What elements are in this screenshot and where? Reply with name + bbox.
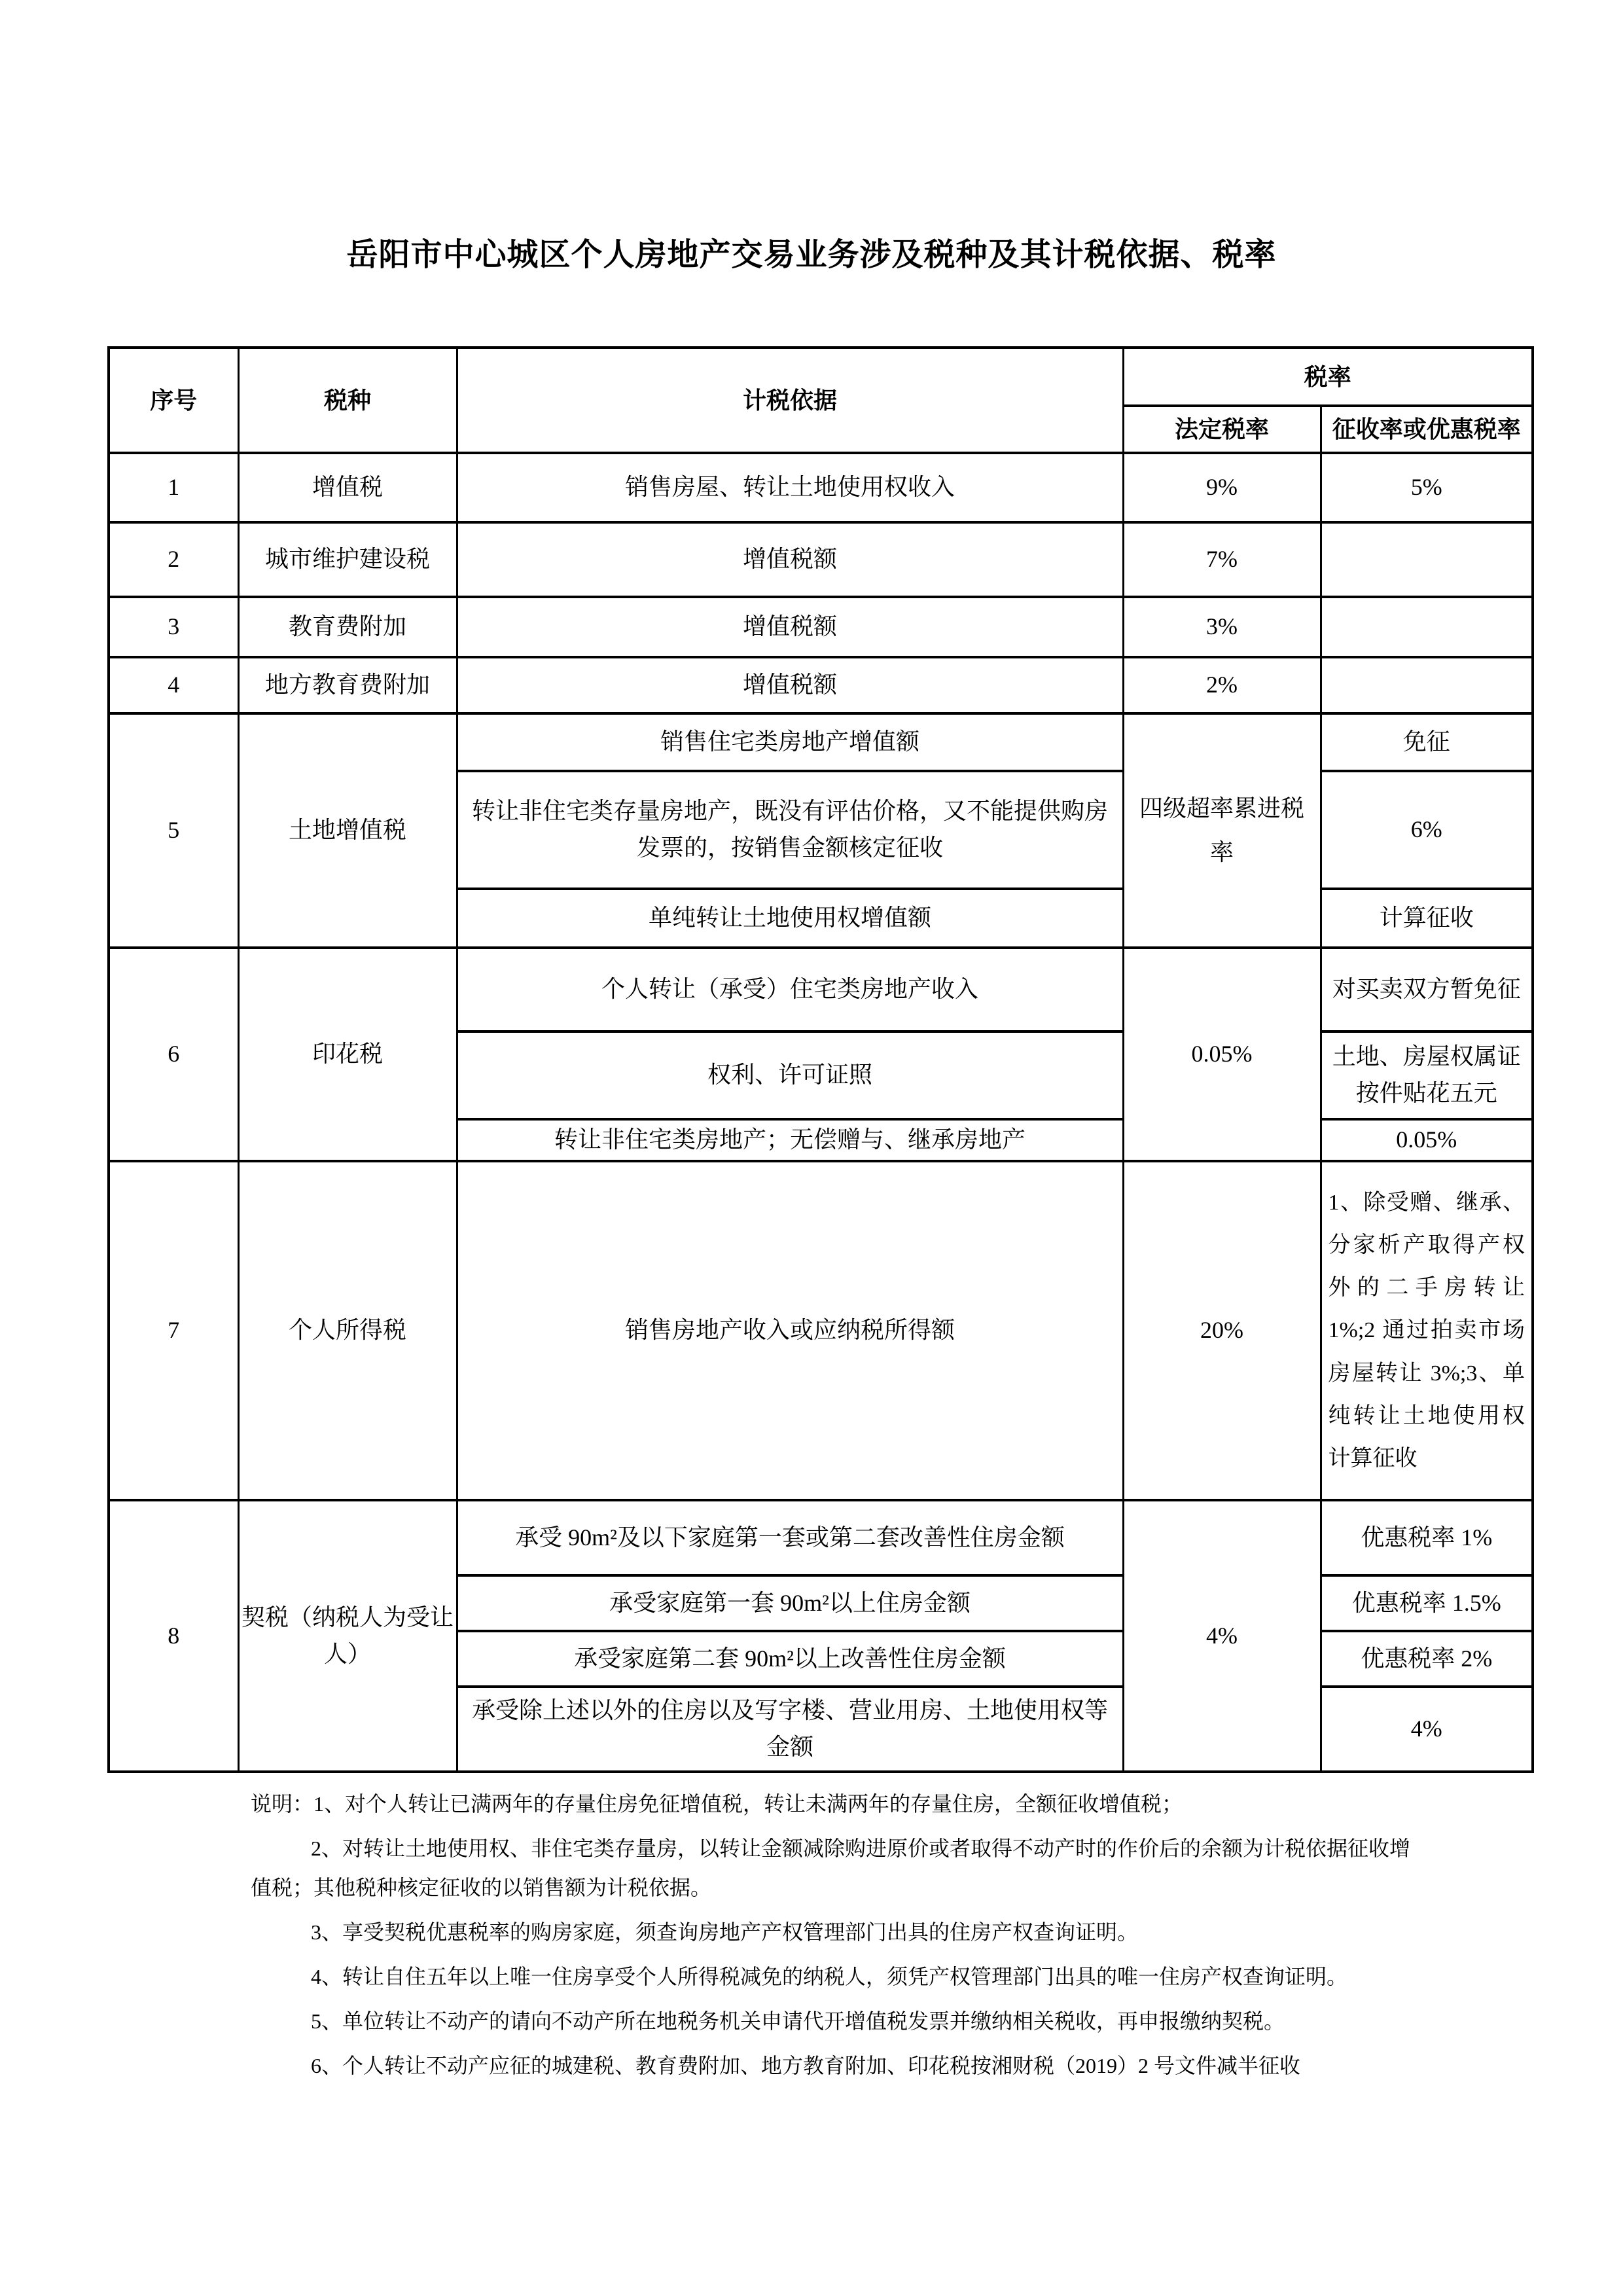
cell-r3-tax: 教育费附加 xyxy=(238,597,457,657)
table-row xyxy=(109,597,1533,657)
cell-r5-seq: 5 xyxy=(109,713,238,948)
table-row xyxy=(109,1161,1533,1500)
levy-text: 1、除受赠、继承、分家析产取得产权外的二手房转让1%;2 通过拍卖市场房屋转让 3%;3、单纯转让土地使用权计算征收 xyxy=(1328,1190,1525,1471)
cell-r2-tax: 城市维护建设税 xyxy=(238,522,457,597)
cell-r8-tax: 契税（纳税人为受让人） xyxy=(238,1500,457,1772)
header-seq: 序号 xyxy=(109,348,238,453)
cell-r5b-levy: 6% xyxy=(1321,771,1533,889)
cell-r8c-basis: 承受家庭第二套 90m²以上改善性住房金额 xyxy=(457,1631,1123,1687)
cell-r2-levy xyxy=(1321,522,1533,597)
cell-r3-levy xyxy=(1321,597,1533,657)
cell-r6c-basis: 转让非住宅类房地产；无偿赠与、继承房地产 xyxy=(457,1119,1123,1161)
table-row xyxy=(109,453,1533,522)
cell-r2-statutory: 7% xyxy=(1123,522,1321,597)
cell-r5a-basis: 销售住宅类房地产增值额 xyxy=(457,713,1123,771)
cell-r8-seq: 8 xyxy=(109,1500,238,1772)
header-tax: 税种 xyxy=(238,348,457,453)
header-rate-group: 税率 xyxy=(1123,348,1533,406)
table-row xyxy=(109,1500,1533,1575)
cell-r6b-basis: 权利、许可证照 xyxy=(457,1031,1123,1119)
cell-r6c-levy: 0.05% xyxy=(1321,1119,1533,1161)
table-row xyxy=(109,713,1533,771)
cell-r8a-levy: 优惠税率 1% xyxy=(1321,1500,1533,1575)
cell-r6-statutory: 0.05% xyxy=(1123,948,1321,1161)
cell-r8c-levy: 优惠税率 2% xyxy=(1321,1631,1533,1687)
cell-r5c-levy: 计算征收 xyxy=(1321,889,1533,948)
cell-r8d-basis: 承受除上述以外的住房以及写字楼、营业用房、土地使用权等金额 xyxy=(457,1687,1123,1772)
header-levy-rate: 征收率或优惠税率 xyxy=(1321,406,1533,453)
cell-r3-seq: 3 xyxy=(109,597,238,657)
cell-r4-statutory: 2% xyxy=(1123,657,1321,713)
cell-r8-statutory: 4% xyxy=(1123,1500,1321,1772)
note-line-5: 5、单位转让不动产的请向不动产所在地税务机关申请代开增值税发票并缴纳相关税收，再申报缴纳契税。 xyxy=(311,2009,1285,2033)
tax-table xyxy=(107,346,1534,1773)
cell-r8d-levy: 4% xyxy=(1321,1687,1533,1772)
cell-r6b-levy: 土地、房屋权属证按件贴花五元 xyxy=(1321,1031,1533,1119)
cell-r6a-levy: 对买卖双方暂免征 xyxy=(1321,948,1533,1031)
table-row xyxy=(109,657,1533,713)
cell-r5-statutory xyxy=(1123,713,1321,948)
note-line-2: 2、对转让土地使用权、非住宅类存量房，以转让金额减除购进原价或者取得不动产时的作价后的余额为计税依据征收增值税；其他税种核定征收的以销售额为计税依据。 xyxy=(251,1837,1411,1899)
note-line-4: 4、转让自住五年以上唯一住房享受个人所得税减免的纳税人，须凭产权管理部门出具的唯一住房产权查询证明。 xyxy=(311,1965,1348,1988)
cell-r4-tax: 地方教育费附加 xyxy=(238,657,457,713)
cell-r3-basis: 增值税额 xyxy=(457,597,1123,657)
cell-r6-tax: 印花税 xyxy=(238,948,457,1161)
header-row-1 xyxy=(109,348,1533,406)
note-line-1: 说明：1、对个人转让已满两年的存量住房免征增值税，转让未满两年的存量住房，全额征收增值税； xyxy=(251,1792,1183,1816)
cell-r2-basis: 增值税额 xyxy=(457,522,1123,597)
cell-r1-levy: 5% xyxy=(1321,453,1533,522)
cell-r1-seq: 1 xyxy=(109,453,238,522)
page-title: 岳阳市中心城区个人房地产交易业务涉及税种及其计税依据、税率 xyxy=(346,238,1277,272)
cell-r5b-basis: 转让非住宅类存量房地产，既没有评估价格，又不能提供购房发票的，按销售金额核定征收 xyxy=(457,771,1123,889)
cell-r7-levy xyxy=(1321,1161,1533,1500)
cell-r8a-basis: 承受 90m²及以下家庭第一套或第二套改善性住房金额 xyxy=(457,1500,1123,1575)
table-row xyxy=(109,948,1533,1031)
cell-r5-tax: 土地增值税 xyxy=(238,713,457,948)
cell-r8b-levy: 优惠税率 1.5% xyxy=(1321,1575,1533,1631)
cell-r5c-basis: 单纯转让土地使用权增值额 xyxy=(457,889,1123,948)
cell-r1-tax: 增值税 xyxy=(238,453,457,522)
cell-r4-seq: 4 xyxy=(109,657,238,713)
cell-r4-basis: 增值税额 xyxy=(457,657,1123,713)
cell-r7-basis: 销售房地产收入或应纳税所得额 xyxy=(457,1161,1123,1500)
cell-r6a-basis: 个人转让（承受）住宅类房地产收入 xyxy=(457,948,1123,1031)
cell-r5a-levy: 免征 xyxy=(1321,713,1533,771)
cell-r2-seq: 2 xyxy=(109,522,238,597)
cell-r3-statutory: 3% xyxy=(1123,597,1321,657)
cell-r1-statutory: 9% xyxy=(1123,453,1321,522)
cell-r7-statutory: 20% xyxy=(1123,1161,1321,1500)
cell-r6-seq: 6 xyxy=(109,948,238,1161)
cell-r1-basis: 销售房屋、转让土地使用权收入 xyxy=(457,453,1123,522)
note-line-6: 6、个人转让不动产应征的城建税、教育费附加、地方教育附加、印花税按湘财税（2019）2 号文件减半征收 xyxy=(311,2054,1301,2077)
note-line-3: 3、享受契税优惠税率的购房家庭，须查询房地产产权管理部门出具的住房产权查询证明。 xyxy=(311,1920,1139,1944)
header-statutory-rate: 法定税率 xyxy=(1123,406,1321,453)
cell-r8b-basis: 承受家庭第一套 90m²以上住房金额 xyxy=(457,1575,1123,1631)
cell-r7-tax: 个人所得税 xyxy=(238,1161,457,1500)
cell-r4-levy xyxy=(1321,657,1533,713)
notes xyxy=(251,1784,1416,2090)
statutory-text: 四级超率累进税率 xyxy=(1139,795,1304,865)
table-row xyxy=(109,522,1533,597)
header-basis: 计税依据 xyxy=(457,348,1123,453)
cell-r7-seq: 7 xyxy=(109,1161,238,1500)
